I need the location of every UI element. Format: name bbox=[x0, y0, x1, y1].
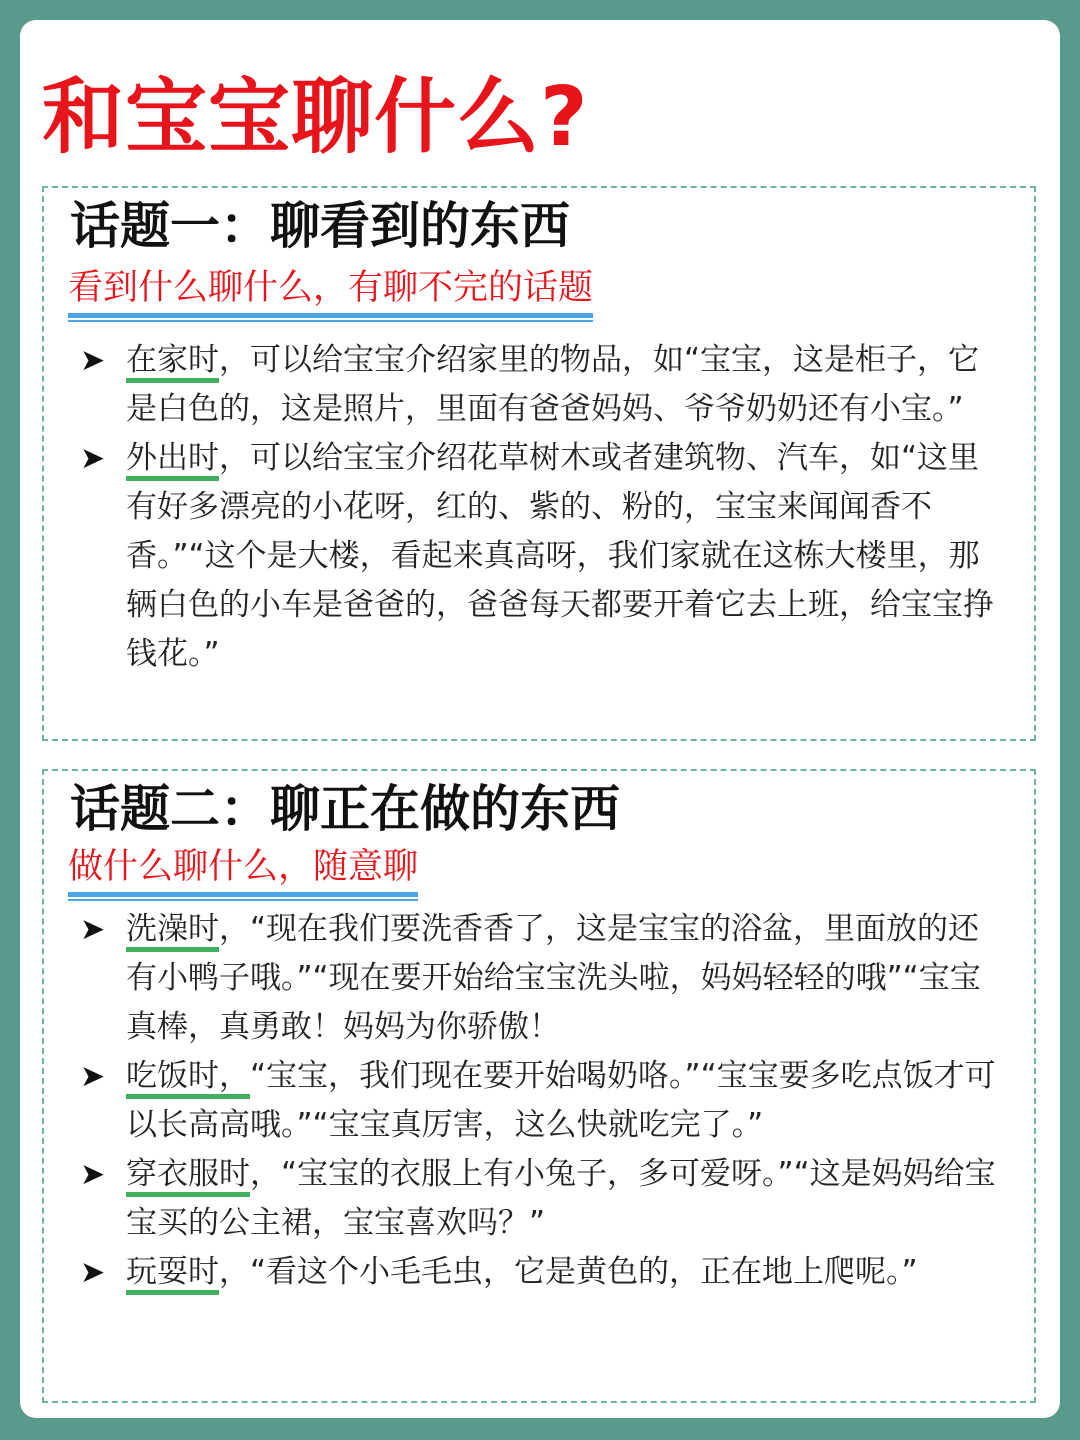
topic-section-1 bbox=[42, 186, 1036, 741]
list-item bbox=[80, 1150, 1008, 1248]
section-subtitle: 看到什么聊什么，有聊不完的话题 bbox=[68, 266, 593, 318]
section-heading: 话题二：聊正在做的东西 bbox=[70, 780, 620, 838]
topic-list bbox=[80, 905, 1008, 1297]
item-text: ，可以给宝宝介绍家里的物品，如“宝宝，这是柜子，它是白色的，这是照片，里面有爸爸妈妈、爷爷奶奶还有小宝。” bbox=[126, 342, 980, 427]
arrowhead-bullet-icon: ➤ bbox=[80, 441, 106, 476]
item-text: ，“看这个小毛毛虫，它是黄色的，正在地上爬呢。” bbox=[219, 1254, 918, 1290]
item-text: ，“现在我们要洗香香了，这是宝宝的浴盆，里面放的还有小鸭子哦。”“现在要开始给宝宝洗头啦，妈妈轻轻的哦”“宝宝真棒，真勇敢！妈妈为你骄傲！ bbox=[126, 911, 981, 1045]
arrowhead-bullet-icon: ➤ bbox=[80, 1255, 106, 1290]
section-heading: 话题一：聊看到的东西 bbox=[70, 197, 570, 255]
item-keyword: 外出时 bbox=[126, 440, 219, 481]
item-keyword: 玩耍时 bbox=[126, 1254, 219, 1295]
arrowhead-bullet-icon: ➤ bbox=[80, 1157, 106, 1192]
item-text: “宝宝，我们现在要开始喝奶咯。”“宝宝要多吃点饭才可以长高高哦。”“宝宝真厉害，这么快就吃完了。” bbox=[126, 1058, 996, 1143]
item-keyword: 吃饭时， bbox=[126, 1058, 250, 1099]
item-text: ，可以给宝宝介绍花草树木或者建筑物、汽车，如“这里有好多漂亮的小花呀，红的、紫的、粉的，宝宝来闻闻香不香。”“这个是大楼，看起来真高呀，我们家就在这栋大楼里，那辆白色的小车是爸爸的，爸爸每天都要开着它去上班，给宝宝挣钱花。” bbox=[126, 440, 994, 672]
arrowhead-bullet-icon: ➤ bbox=[80, 343, 106, 378]
page-title: 和宝宝聊什么? bbox=[42, 70, 589, 165]
list-item bbox=[80, 1052, 1008, 1150]
topic-list bbox=[80, 336, 1008, 679]
topic-section-2 bbox=[42, 769, 1036, 1403]
list-item bbox=[80, 905, 1008, 1052]
list-item bbox=[80, 1248, 1008, 1297]
arrowhead-bullet-icon: ➤ bbox=[80, 1059, 106, 1094]
list-item bbox=[80, 336, 1008, 434]
list-item bbox=[80, 434, 1008, 679]
item-text: ，“宝宝的衣服上有小兔子，多可爱呀。”“这是妈妈给宝宝买的公主裙，宝宝喜欢吗？” bbox=[126, 1156, 996, 1241]
content-card bbox=[20, 20, 1060, 1418]
item-keyword: 穿衣服时 bbox=[126, 1156, 250, 1197]
item-keyword: 洗澡时 bbox=[126, 911, 219, 952]
arrowhead-bullet-icon: ➤ bbox=[80, 912, 106, 947]
section-subtitle: 做什么聊什么，随意聊 bbox=[68, 845, 418, 897]
item-keyword: 在家时 bbox=[126, 342, 219, 383]
